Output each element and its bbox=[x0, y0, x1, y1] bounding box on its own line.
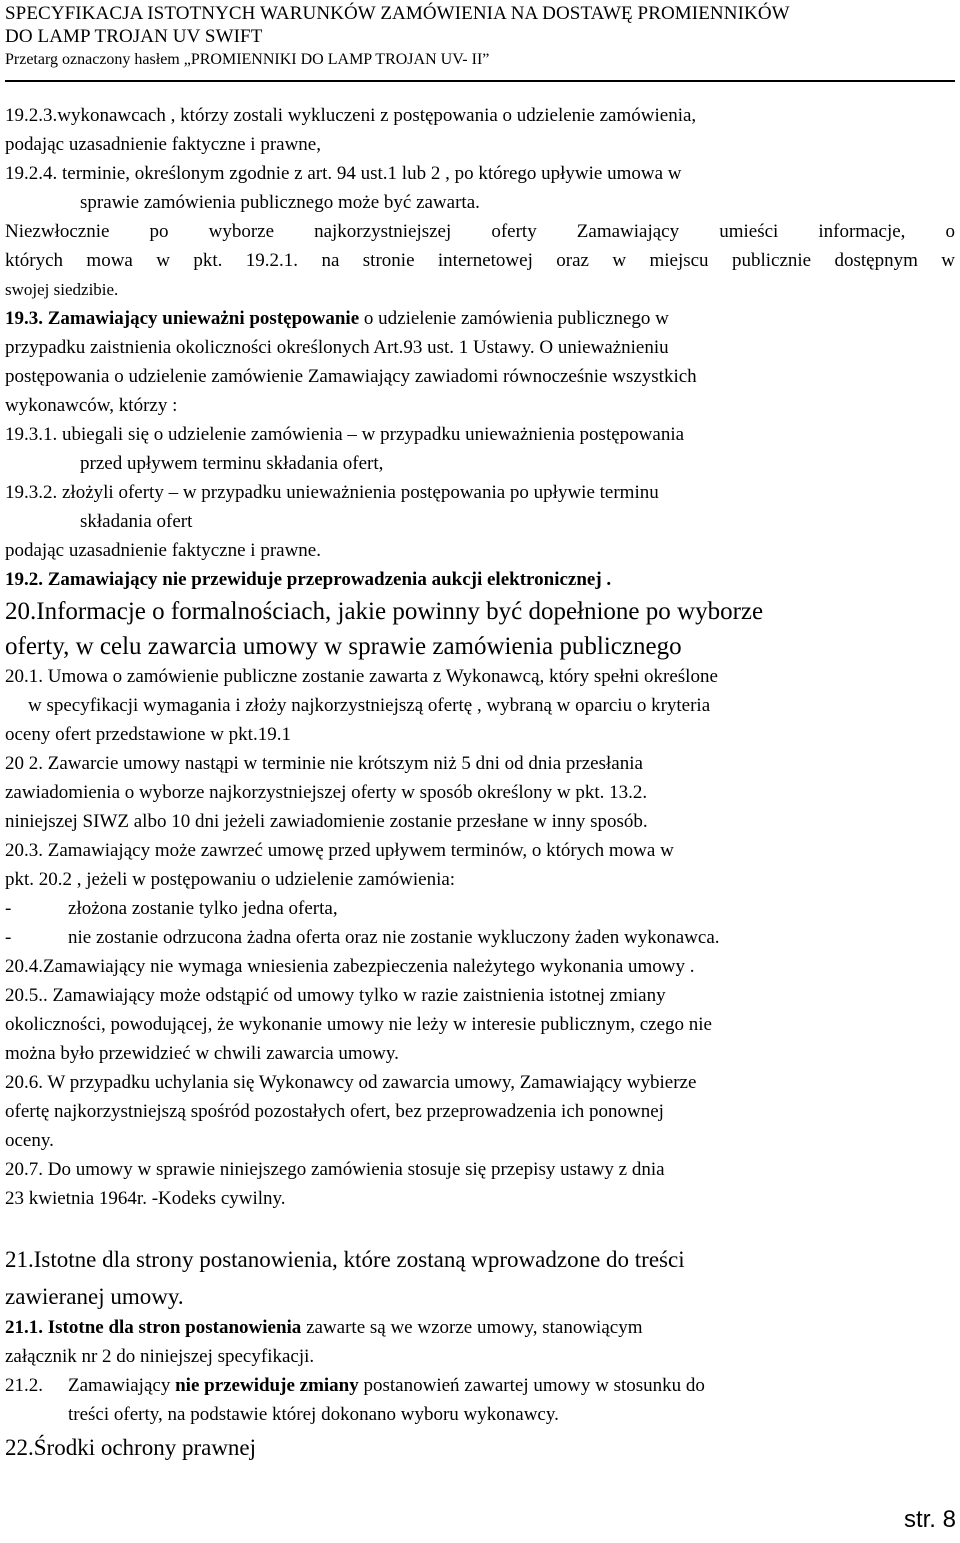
document-header bbox=[5, 2, 955, 82]
text-line: podając uzasadnienie faktyczne i prawne. bbox=[5, 540, 321, 561]
text-line: 20.5.. Zamawiający może odstąpić od umowy tylko w razie zaistnienia istotnej zmiany bbox=[5, 985, 666, 1006]
text-line bbox=[5, 568, 611, 592]
section-heading-20: 20.Informacje o formalnościach, jakie powinny być dopełnione po wyborze bbox=[5, 598, 764, 625]
text-line: przypadku zaistnienia okoliczności określonych Art.93 ust. 1 Ustawy. O unieważnieniu bbox=[5, 337, 669, 358]
section-heading-19-2: 19.2. Zamawiający nie przewiduje przeprowadzenia aukcji elektronicznej . bbox=[5, 569, 612, 590]
section-heading-21-1: 21.1. Istotne dla stron postanowienia bbox=[5, 1317, 302, 1338]
text-line: sprawie zamówienia publicznego może być zawarta. bbox=[80, 192, 480, 213]
header-title-line-1: SPECYFIKACJA ISTOTNYCH WARUNKÓW ZAMÓWIENIA NA DOSTAWĘ PROMIENNIKÓW bbox=[5, 3, 790, 24]
header-tender-name bbox=[5, 48, 955, 71]
list-item: - złożona zostanie tylko jedna oferta, bbox=[5, 898, 338, 919]
text-line: niniejszej SIWZ albo 10 dni jeżeli zawiadomienie zostanie przesłane w inny sposób. bbox=[5, 811, 648, 832]
text-line: ofertę najkorzystniejszą spośród pozostałych ofert, bez przeprowadzenia ich ponownej bbox=[5, 1101, 664, 1122]
section-heading-22: 22.Środki ochrony prawnej bbox=[5, 1435, 257, 1460]
text-line: treści oferty, na podstawie której dokonano wyboru wykonawcy. bbox=[68, 1404, 559, 1425]
text-line: składania ofert bbox=[80, 511, 193, 532]
section-heading-20-cont: oferty, w celu zawarcia umowy w sprawie zamówienia publicznego bbox=[5, 633, 682, 660]
text-line: 19.2.3.wykonawcach , którzy zostali wykluczeni z postępowania o udzielenie zamówienia, bbox=[5, 105, 697, 126]
text-line: zawiadomienia o wyborze najkorzystniejszej oferty w sposób określony w pkt. 13.2. bbox=[5, 782, 648, 803]
text-line: pkt. 20.2 , jeżeli w postępowaniu o udzielenie zamówienia: bbox=[5, 869, 456, 890]
text-line: 21.2. Zamawiający nie przewiduje zmiany postanowień zawartej umowy w stosunku do bbox=[5, 1375, 705, 1396]
page-number: str. 8 bbox=[903, 1506, 956, 1533]
text-line: podając uzasadnienie faktyczne i prawne, bbox=[5, 134, 321, 155]
section-heading-21-cont: zawieranej umowy. bbox=[5, 1284, 184, 1309]
text-line: 19.3. Zamawiający unieważni postępowanie o udzielenie zamówienia publicznego w bbox=[5, 308, 669, 329]
list-item: - nie zostanie odrzucona żadna oferta oraz nie zostanie wykluczony żaden wykonawca. bbox=[5, 927, 720, 948]
text-line: 21.1. Istotne dla stron postanowienia zawarte są we wzorze umowy, stanowiącym bbox=[5, 1317, 643, 1338]
text-line: wykonawców, którzy : bbox=[5, 395, 178, 416]
text-line: 23 kwietnia 1964r. -Kodeks cywilny. bbox=[5, 1188, 286, 1209]
text-line: których mowa w pkt. 19.2.1. na stronie internetowej oraz w miejscu publicznie dostępnym w bbox=[5, 250, 955, 271]
text-line: 20 2. Zawarcie umowy nastąpi w terminie nie krótszym niż 5 dni od dnia przesłania bbox=[5, 753, 643, 774]
item-number: 21.2. bbox=[5, 1375, 43, 1396]
text-line: oceny. bbox=[5, 1130, 54, 1151]
text-line: Niezwłocznie po wyborze najkorzystniejszej oferty Zamawiający umieści informacje, o bbox=[5, 221, 955, 242]
text-line: okoliczności, powodującej, że wykonanie umowy nie leży w interesie publicznym, czego nie bbox=[5, 1014, 712, 1035]
text-line: 20.6. W przypadku uchylania się Wykonawcy od zawarcia umowy, Zamawiający wybierze bbox=[5, 1072, 697, 1093]
header-tender-prefix: Przetarg oznaczony hasłem bbox=[5, 51, 184, 68]
header-tender-code: „PROMIENNIKI DO LAMP TROJAN UV- II” bbox=[183, 51, 490, 68]
header-title-line-2: DO LAMP TROJAN UV SWIFT bbox=[5, 26, 263, 47]
text-line: swojej siedzibie. bbox=[5, 280, 119, 299]
text-line: 20.3. Zamawiający może zawrzeć umowę przed upływem terminów, o których mowa w bbox=[5, 840, 674, 861]
text-line: 19.3.2. złożyli oferty – w przypadku unieważnienia postępowania po upływie terminu bbox=[5, 482, 659, 503]
text-line: oceny ofert przedstawione w pkt.19.1 bbox=[5, 724, 291, 745]
text-line: 19.2.4. terminie, określonym zgodnie z art. 94 ust.1 lub 2 , po którego upływie umowa w bbox=[5, 163, 682, 184]
text-line: 20.1. Umowa o zamówienie publiczne zostanie zawarta z Wykonawcą, który spełni określone bbox=[5, 666, 718, 687]
list-dash: - bbox=[5, 927, 12, 948]
list-dash: - bbox=[5, 898, 12, 919]
text-line: postępowania o udzielenie zamówienie Zamawiający zawiadomi równocześnie wszystkich bbox=[5, 366, 697, 387]
section-heading-19-3: 19.3. Zamawiający unieważni postępowanie bbox=[5, 308, 360, 329]
text-line: załącznik nr 2 do niniejszej specyfikacji. bbox=[5, 1346, 315, 1367]
text-line: 20.4.Zamawiający nie wymaga wniesienia zabezpieczenia należytego wykonania umowy . bbox=[5, 956, 695, 977]
section-heading-21: 21.Istotne dla strony postanowienia, które zostaną wprowadzone do treści bbox=[5, 1247, 685, 1272]
text-line: w specyfikacji wymagania i złoży najkorzystniejszą ofertę , wybraną w oparciu o kryteria bbox=[28, 695, 711, 716]
text-line: 20.7. Do umowy w sprawie niniejszego zamówienia stosuje się przepisy ustawy z dnia bbox=[5, 1159, 665, 1180]
text-line: można było przewidzieć w chwili zawarcia umowy. bbox=[5, 1043, 399, 1064]
text-line: przed upływem terminu składania ofert, bbox=[80, 453, 384, 474]
text-line: 19.3.1. ubiegali się o udzielenie zamówienia – w przypadku unieważnienia postępowania bbox=[5, 424, 685, 445]
